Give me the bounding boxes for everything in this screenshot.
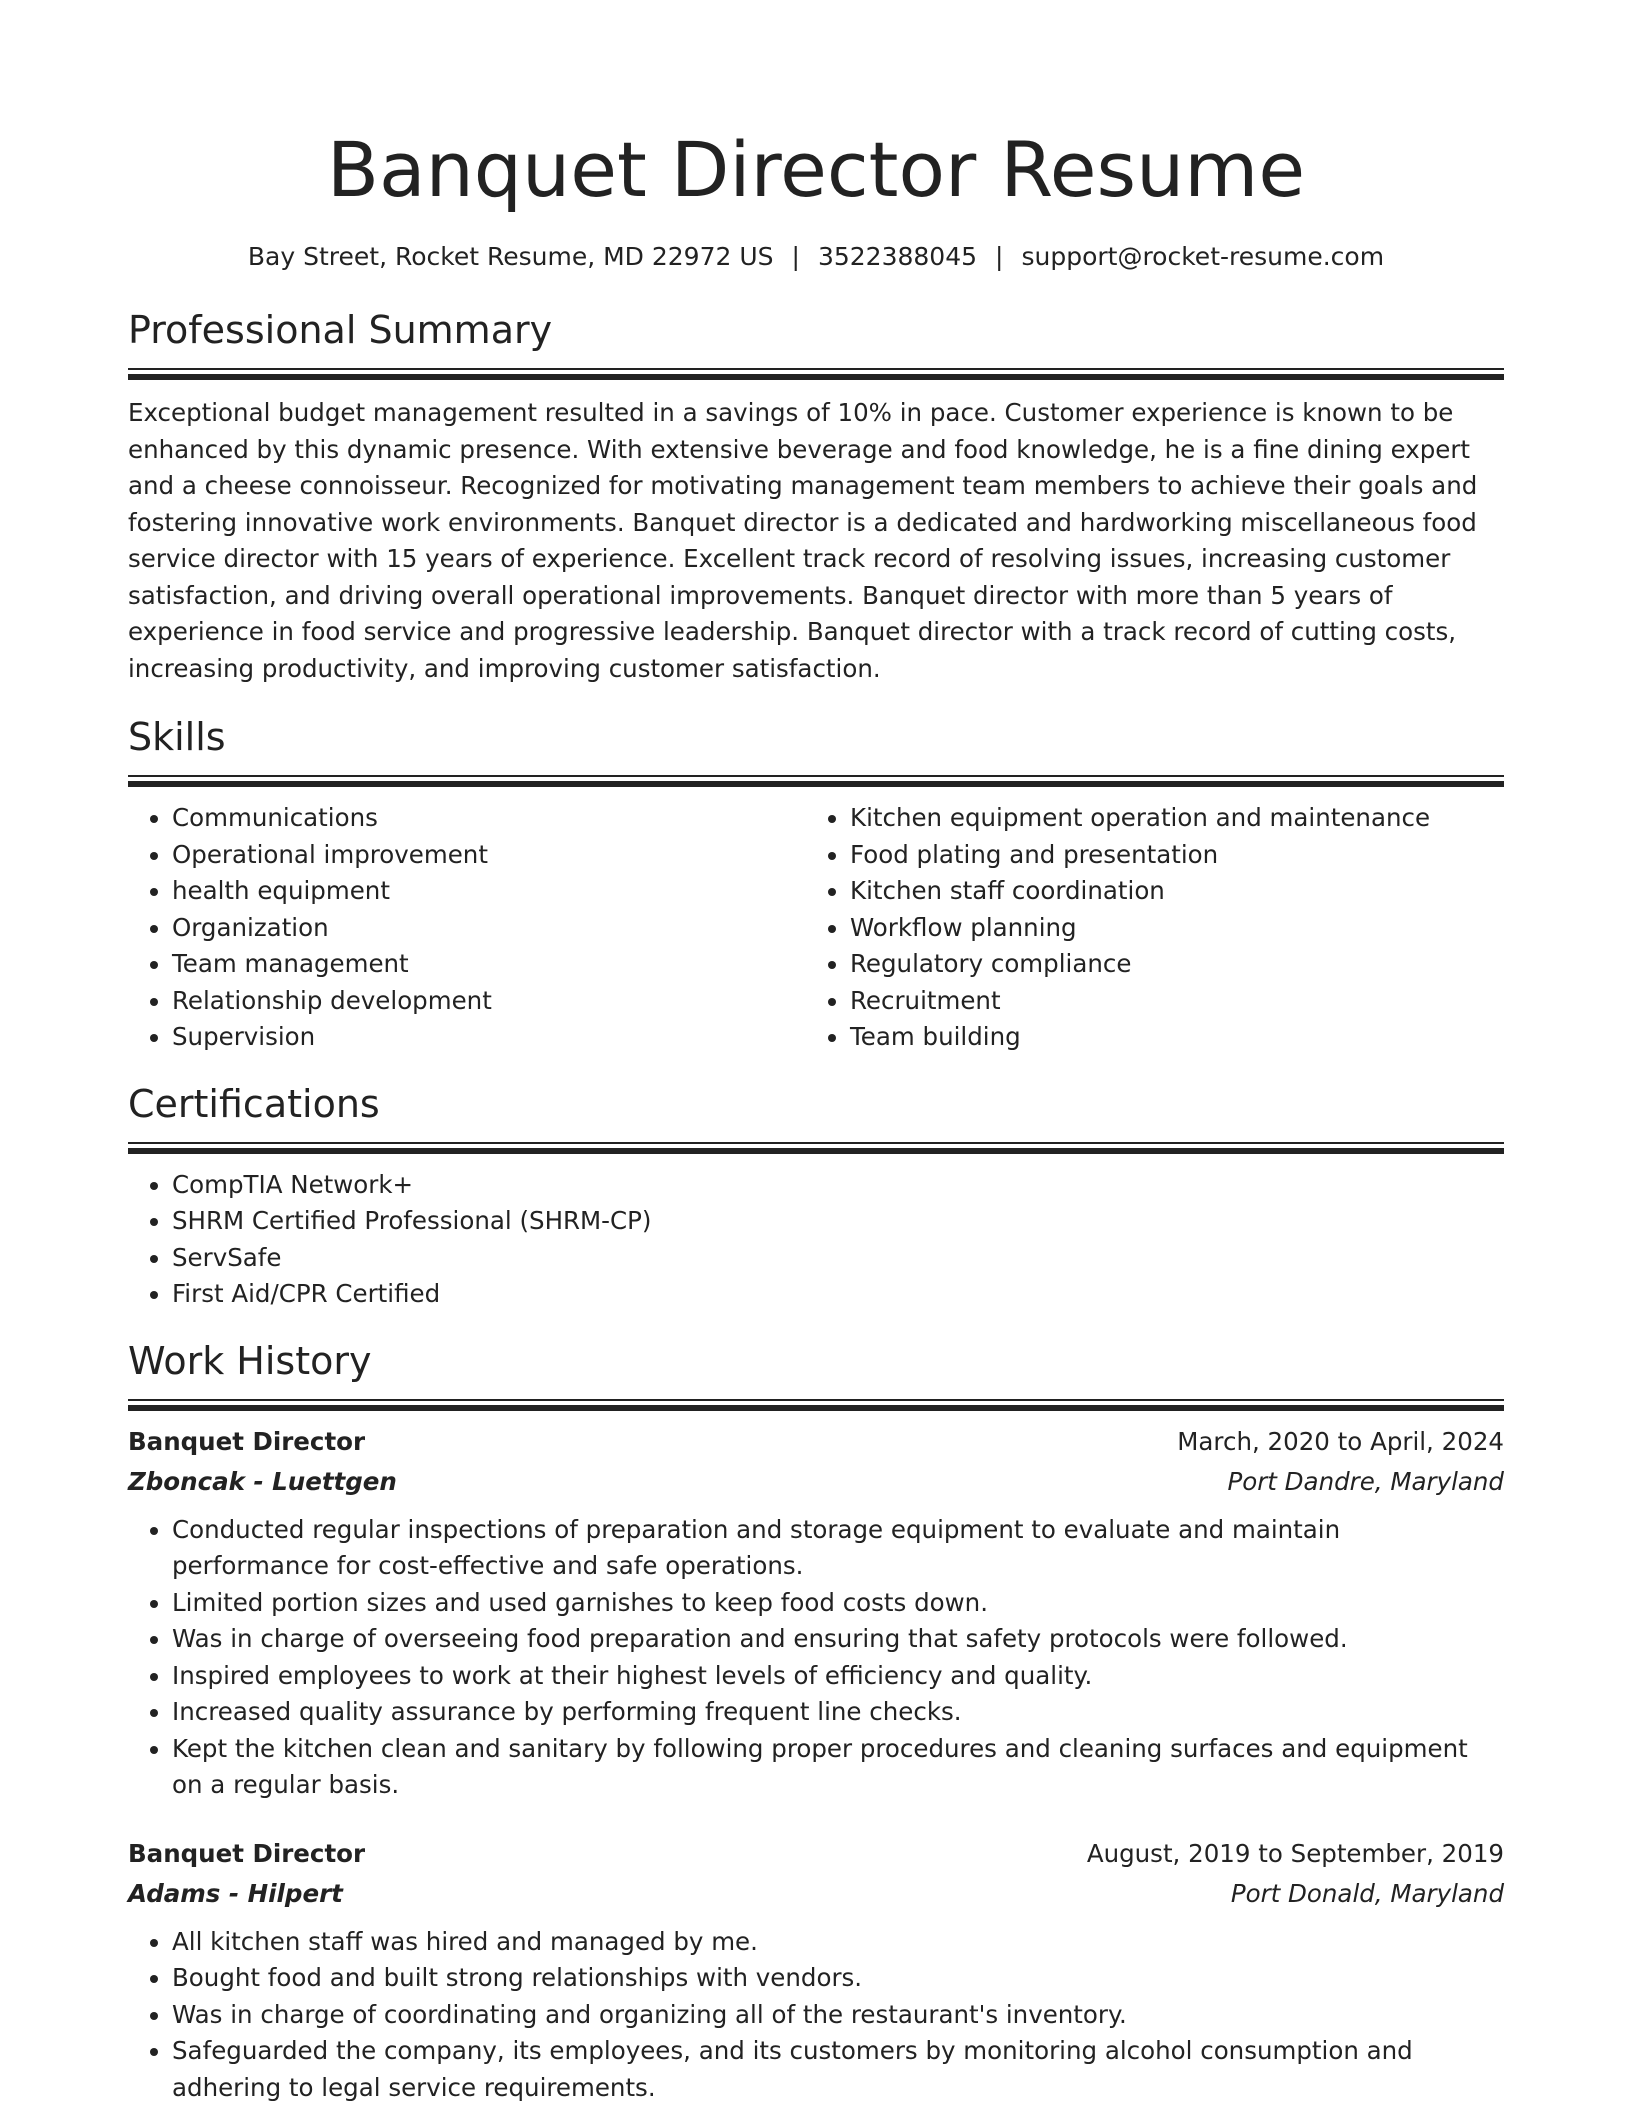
section-heading: Professional Summary — [128, 308, 553, 352]
certifications-list — [128, 1167, 1504, 1313]
section-heading: Work History — [128, 1338, 372, 1383]
skill-item: • Relationship development — [172, 983, 806, 1020]
job-header — [128, 1834, 1504, 1874]
skill-item: • Regulatory compliance — [850, 946, 1484, 983]
skill-item: • Team building — [850, 1019, 1484, 1056]
job-title: Banquet Director — [128, 1426, 366, 1456]
resume-page — [128, 0, 1504, 2106]
section-divider — [128, 775, 1504, 786]
certification-item: • First Aid/CPR Certified — [172, 1276, 1504, 1313]
section-heading: Skills — [128, 715, 226, 759]
job-header — [128, 1422, 1504, 1462]
skill-item: • health equipment — [172, 873, 806, 910]
skill-item: • Supervision — [172, 1019, 806, 1056]
job-duty: • Kept the kitchen clean and sanitary by following proper procedures and cleaning surfaces and equipment on a regular basis. — [172, 1731, 1504, 1804]
summary-text: Exceptional budget management resulted in a savings of 10% in pace. Customer experience is known to be enhanced by this dynamic presence. With extensive beverage and food knowledge, he is a fine dining expert and a cheese connoisseur. Recognized for motivating management team members to achieve their goals and fostering innovative work environments. Banquet director is a dedicated and hardworking miscellaneous food service director with 15 years of experience. Excellent track record of resolving issues, increasing customer satisfaction, and driving overall operational improvements. Banquet director with more than 5 years of experience in food service and progressive leadership. Banquet director with a track record of cutting costs, increasing productivity, and improving customer satisfaction. — [128, 398, 1478, 683]
section-divider — [128, 1142, 1504, 1153]
skill-item: • Kitchen equipment operation and maintenance — [850, 800, 1484, 837]
contact-phone: 3522388045 — [817, 242, 978, 271]
contact-separator: | — [791, 242, 800, 271]
skill-item: • Kitchen staff coordination — [850, 873, 1484, 910]
job-duty: • Inspired employees to work at their highest levels of efficiency and quality. — [172, 1658, 1504, 1695]
job-duties-list — [128, 1924, 1504, 2107]
job-duty: • All kitchen staff was hired and managed by me. — [172, 1924, 1504, 1961]
skill-item: • Team management — [172, 946, 806, 983]
skills-column-right — [806, 800, 1484, 1056]
contact-separator: | — [995, 242, 1004, 271]
job-title: Banquet Director — [128, 1838, 366, 1868]
skills-section — [128, 713, 1504, 1056]
job-company: Zboncak - Luettgen — [128, 1466, 397, 1496]
job-location: Port Donald, Maryland — [1230, 1878, 1504, 1908]
job-company: Adams - Hilpert — [128, 1878, 343, 1908]
job-subheader — [128, 1462, 1504, 1502]
section-divider — [128, 368, 1504, 379]
job-duty: • Was in charge of coordinating and organizing all of the restaurant's inventory. — [172, 1997, 1504, 2034]
job-duty: • Safeguarded the company, its employees, and its customers by monitoring alcohol consumption and adhering to legal service requirements. — [172, 2033, 1504, 2106]
certification-item: • ServSafe — [172, 1240, 1504, 1277]
certification-item: • SHRM Certified Professional (SHRM-CP) — [172, 1203, 1504, 1240]
job-subheader — [128, 1874, 1504, 1914]
job-entry — [128, 1422, 1504, 1804]
job-duty: • Was in charge of overseeing food preparation and ensuring that safety protocols were followed. — [172, 1621, 1504, 1658]
job-duty: • Limited portion sizes and used garnishes to keep food costs down. — [172, 1585, 1504, 1622]
skill-item: • Workflow planning — [850, 910, 1484, 947]
job-duty: • Increased quality assurance by performing frequent line checks. — [172, 1694, 1504, 1731]
certifications-section — [128, 1080, 1504, 1313]
resume-title: Banquet Director Resume — [326, 125, 1306, 214]
contact-email: support@rocket-resume.com — [1021, 242, 1385, 271]
skill-item: • Food plating and presentation — [850, 837, 1484, 874]
contact-line — [128, 240, 1504, 274]
job-dates: March, 2020 to April, 2024 — [1177, 1426, 1504, 1456]
job-dates: August, 2019 to September, 2019 — [1086, 1838, 1504, 1868]
skills-column-left — [128, 800, 806, 1056]
section-heading: Certifications — [128, 1081, 380, 1126]
section-divider — [128, 1399, 1504, 1410]
skill-item: • Communications — [172, 800, 806, 837]
summary-section — [128, 306, 1504, 687]
skill-item: • Operational improvement — [172, 837, 806, 874]
job-duty: • Conducted regular inspections of preparation and storage equipment to evaluate and maintain performance for cost-effective and safe operations. — [172, 1512, 1504, 1585]
certification-item: • CompTIA Network+ — [172, 1167, 1504, 1204]
job-entry — [128, 1834, 1504, 2107]
skills-grid — [128, 800, 1504, 1056]
job-duties-list — [128, 1512, 1504, 1804]
job-duty: • Bought food and built strong relationships with vendors. — [172, 1960, 1504, 1997]
skill-item: • Organization — [172, 910, 806, 947]
job-location: Port Dandre, Maryland — [1227, 1466, 1504, 1496]
skill-item: • Recruitment — [850, 983, 1484, 1020]
work-history-section — [128, 1337, 1504, 2107]
contact-address: Bay Street, Rocket Resume, MD 22972 US — [247, 242, 774, 271]
